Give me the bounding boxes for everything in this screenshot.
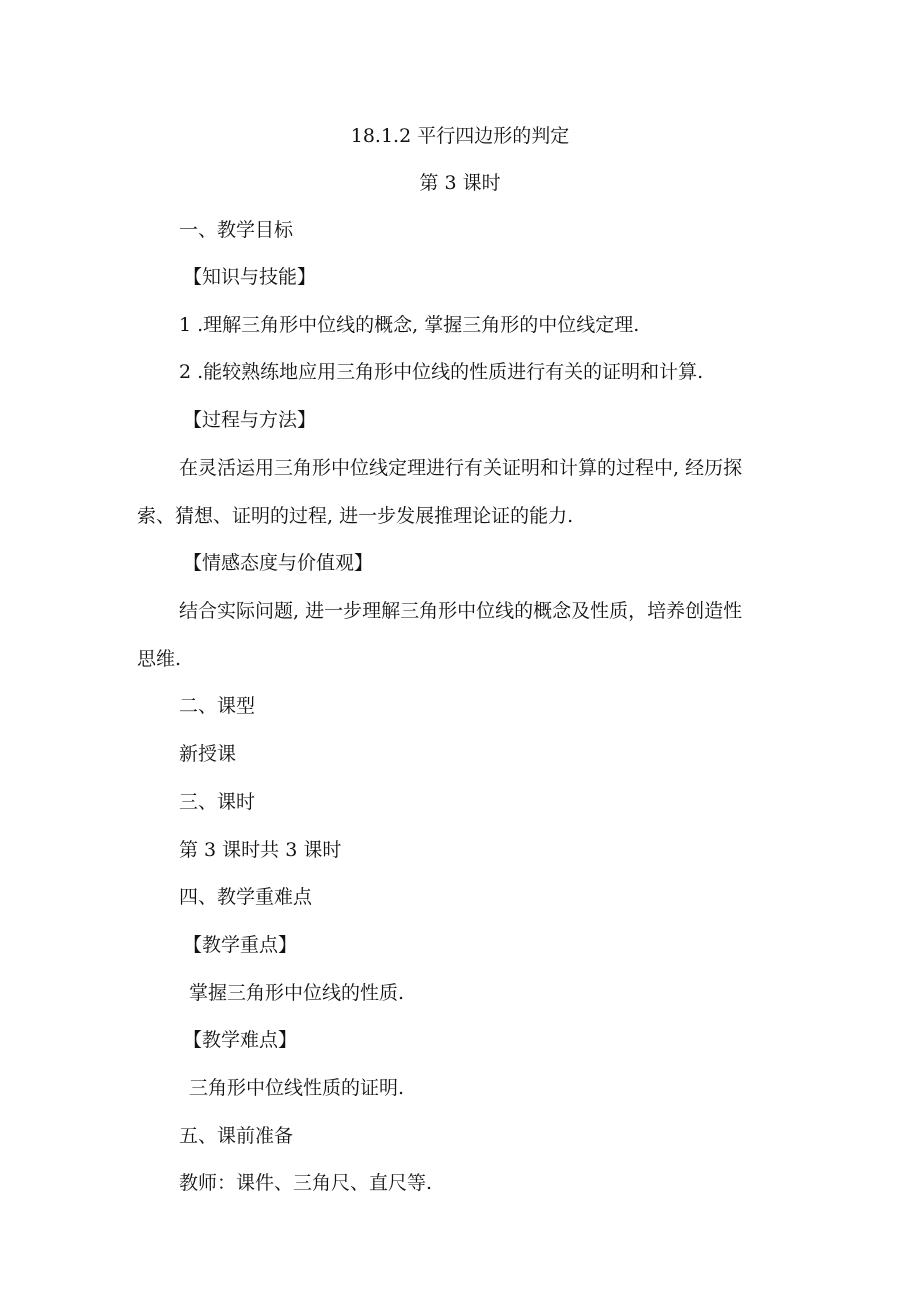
section-3-heading: 三、课时 <box>179 791 256 813</box>
process-label: 【过程与方法】 <box>183 409 317 431</box>
preparation-text: 教师：课件、三角尺、直尺等. <box>179 1172 433 1194</box>
section-4-heading: 四、教学重难点 <box>179 886 313 908</box>
knowledge-item-2: 2 .能较熟练地应用三角形中位线的性质进行有关的证明和计算. <box>179 361 704 383</box>
emotion-text-line-1: 结合实际问题, 进一步理解三角形中位线的概念及性质，培养创造性 <box>179 600 743 622</box>
section-1-heading: 一、教学目标 <box>179 219 294 241</box>
class-hours-text: 第 3 课时共 3 课时 <box>179 839 342 861</box>
difficult-point-text: 三角形中位线性质的证明. <box>189 1077 405 1099</box>
section-2-heading: 二、课型 <box>179 695 256 717</box>
knowledge-item-1: 1 .理解三角形中位线的概念, 掌握三角形的中位线定理. <box>179 314 640 336</box>
section-5-heading: 五、课前准备 <box>179 1125 294 1147</box>
emotion-text-line-2: 思维. <box>137 648 182 670</box>
key-point-text: 掌握三角形中位线的性质. <box>189 982 405 1004</box>
process-text-line-1: 在灵活运用三角形中位线定理进行有关证明和计算的过程中, 经历探 <box>179 457 743 479</box>
emotion-label: 【情感态度与价值观】 <box>183 552 374 574</box>
knowledge-label: 【知识与技能】 <box>183 266 317 288</box>
document-subtitle: 第 3 课时 <box>419 172 501 194</box>
key-point-label: 【教学重点】 <box>183 934 298 956</box>
difficult-point-label: 【教学难点】 <box>183 1029 298 1051</box>
document-title: 18.1.2 平行四边形的判定 <box>350 125 570 147</box>
lesson-type-text: 新授课 <box>179 743 237 765</box>
process-text-line-2: 索、猜想、证明的过程, 进一步发展推理论证的能力. <box>137 505 574 527</box>
